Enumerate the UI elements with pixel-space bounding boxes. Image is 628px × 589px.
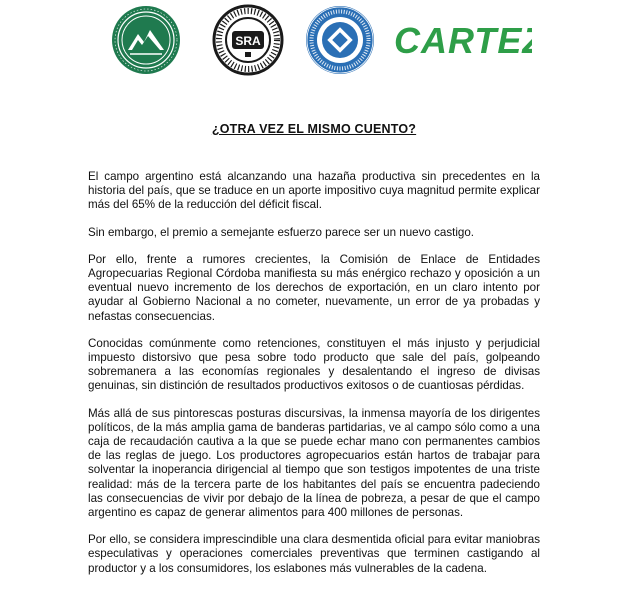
paragraph-4: Conocidas comúnmente como retenciones, constituyen el más injusto y perjudicial impuesto distorsivo que pesa sobre todo producto que sale del país, golpeando sobremanera a las economías regionales y desalentando el ingreso de divisas genuinas, sin distinción de resultados productivos exitosos o de cuantiosas pérdidas. [88, 336, 540, 393]
sra-seal-logo [212, 4, 284, 76]
mountain-seal-icon [110, 4, 182, 76]
cartez-logo [392, 20, 532, 60]
paragraph-1: El campo argentino está alcanzando una hazaña productiva sin precedentes en la historia del país, que se traduce en un aporte impositivo cuya magnitud permite explicar más del 65% de la reducción del déficit fiscal. [88, 170, 540, 212]
faa-seal-icon [304, 4, 376, 76]
paragraph-6: Por ello, se considera imprescindible una clara desmentida oficial para evitar maniobras especulativas y operaciones comerciales preventivas que terminen castigando al productor y a los consumidores, los eslabones más vulnerables de la cadena. [88, 533, 540, 575]
federacion-agraria-seal-logo [304, 4, 376, 76]
paragraph-2: Sin embargo, el premio a semejante esfuerzo parece ser un nuevo castigo. [88, 225, 475, 239]
cartez-logo-text: CARTEZ [394, 20, 532, 60]
paragraph-5: Más allá de sus pintorescas posturas discursivas, la inmensa mayoría de los dirigentes políticos, de la más amplia gama de banderas partidarias, ve al campo sólo como a una caja de recaudación cautiva a la que se puede echar mano con permanentes cambios de las reglas de juego. Los productores agropecuarios están hartos de trabajar para solventar la inoperancia dirigencial al tiempo que son testigos impotentes de una triste realidad: más de la tercera parte de los habitantes del país se encuentra padeciendo las consecuencias de vivir por debajo de la línea de pobreza, a pesar de que el campo argentino es capaz de generar alimentos para 400 millones de personas. [88, 406, 540, 520]
paragraph-3: Por ello, frente a rumores crecientes, la Comisión de Enlace de Entidades Agropecuarias Regional Córdoba manifiesta su más enérgico rechazo y oposición a un eventual nuevo incremento de los derechos de exportación, en un claro intento por ayudar al Gobierno Nacional a no cometer, nuevamente, un error de ya probadas y nefastas consecuencias. [88, 252, 540, 323]
sra-logo-text: SRA [235, 34, 261, 48]
document-body [88, 170, 540, 589]
regional-federation-seal-logo [110, 4, 182, 76]
document-title: ¿OTRA VEZ EL MISMO CUENTO? [211, 122, 417, 136]
cartez-wordmark-icon [392, 20, 532, 60]
logo-header [0, 0, 628, 80]
sra-seal-icon [212, 4, 284, 76]
